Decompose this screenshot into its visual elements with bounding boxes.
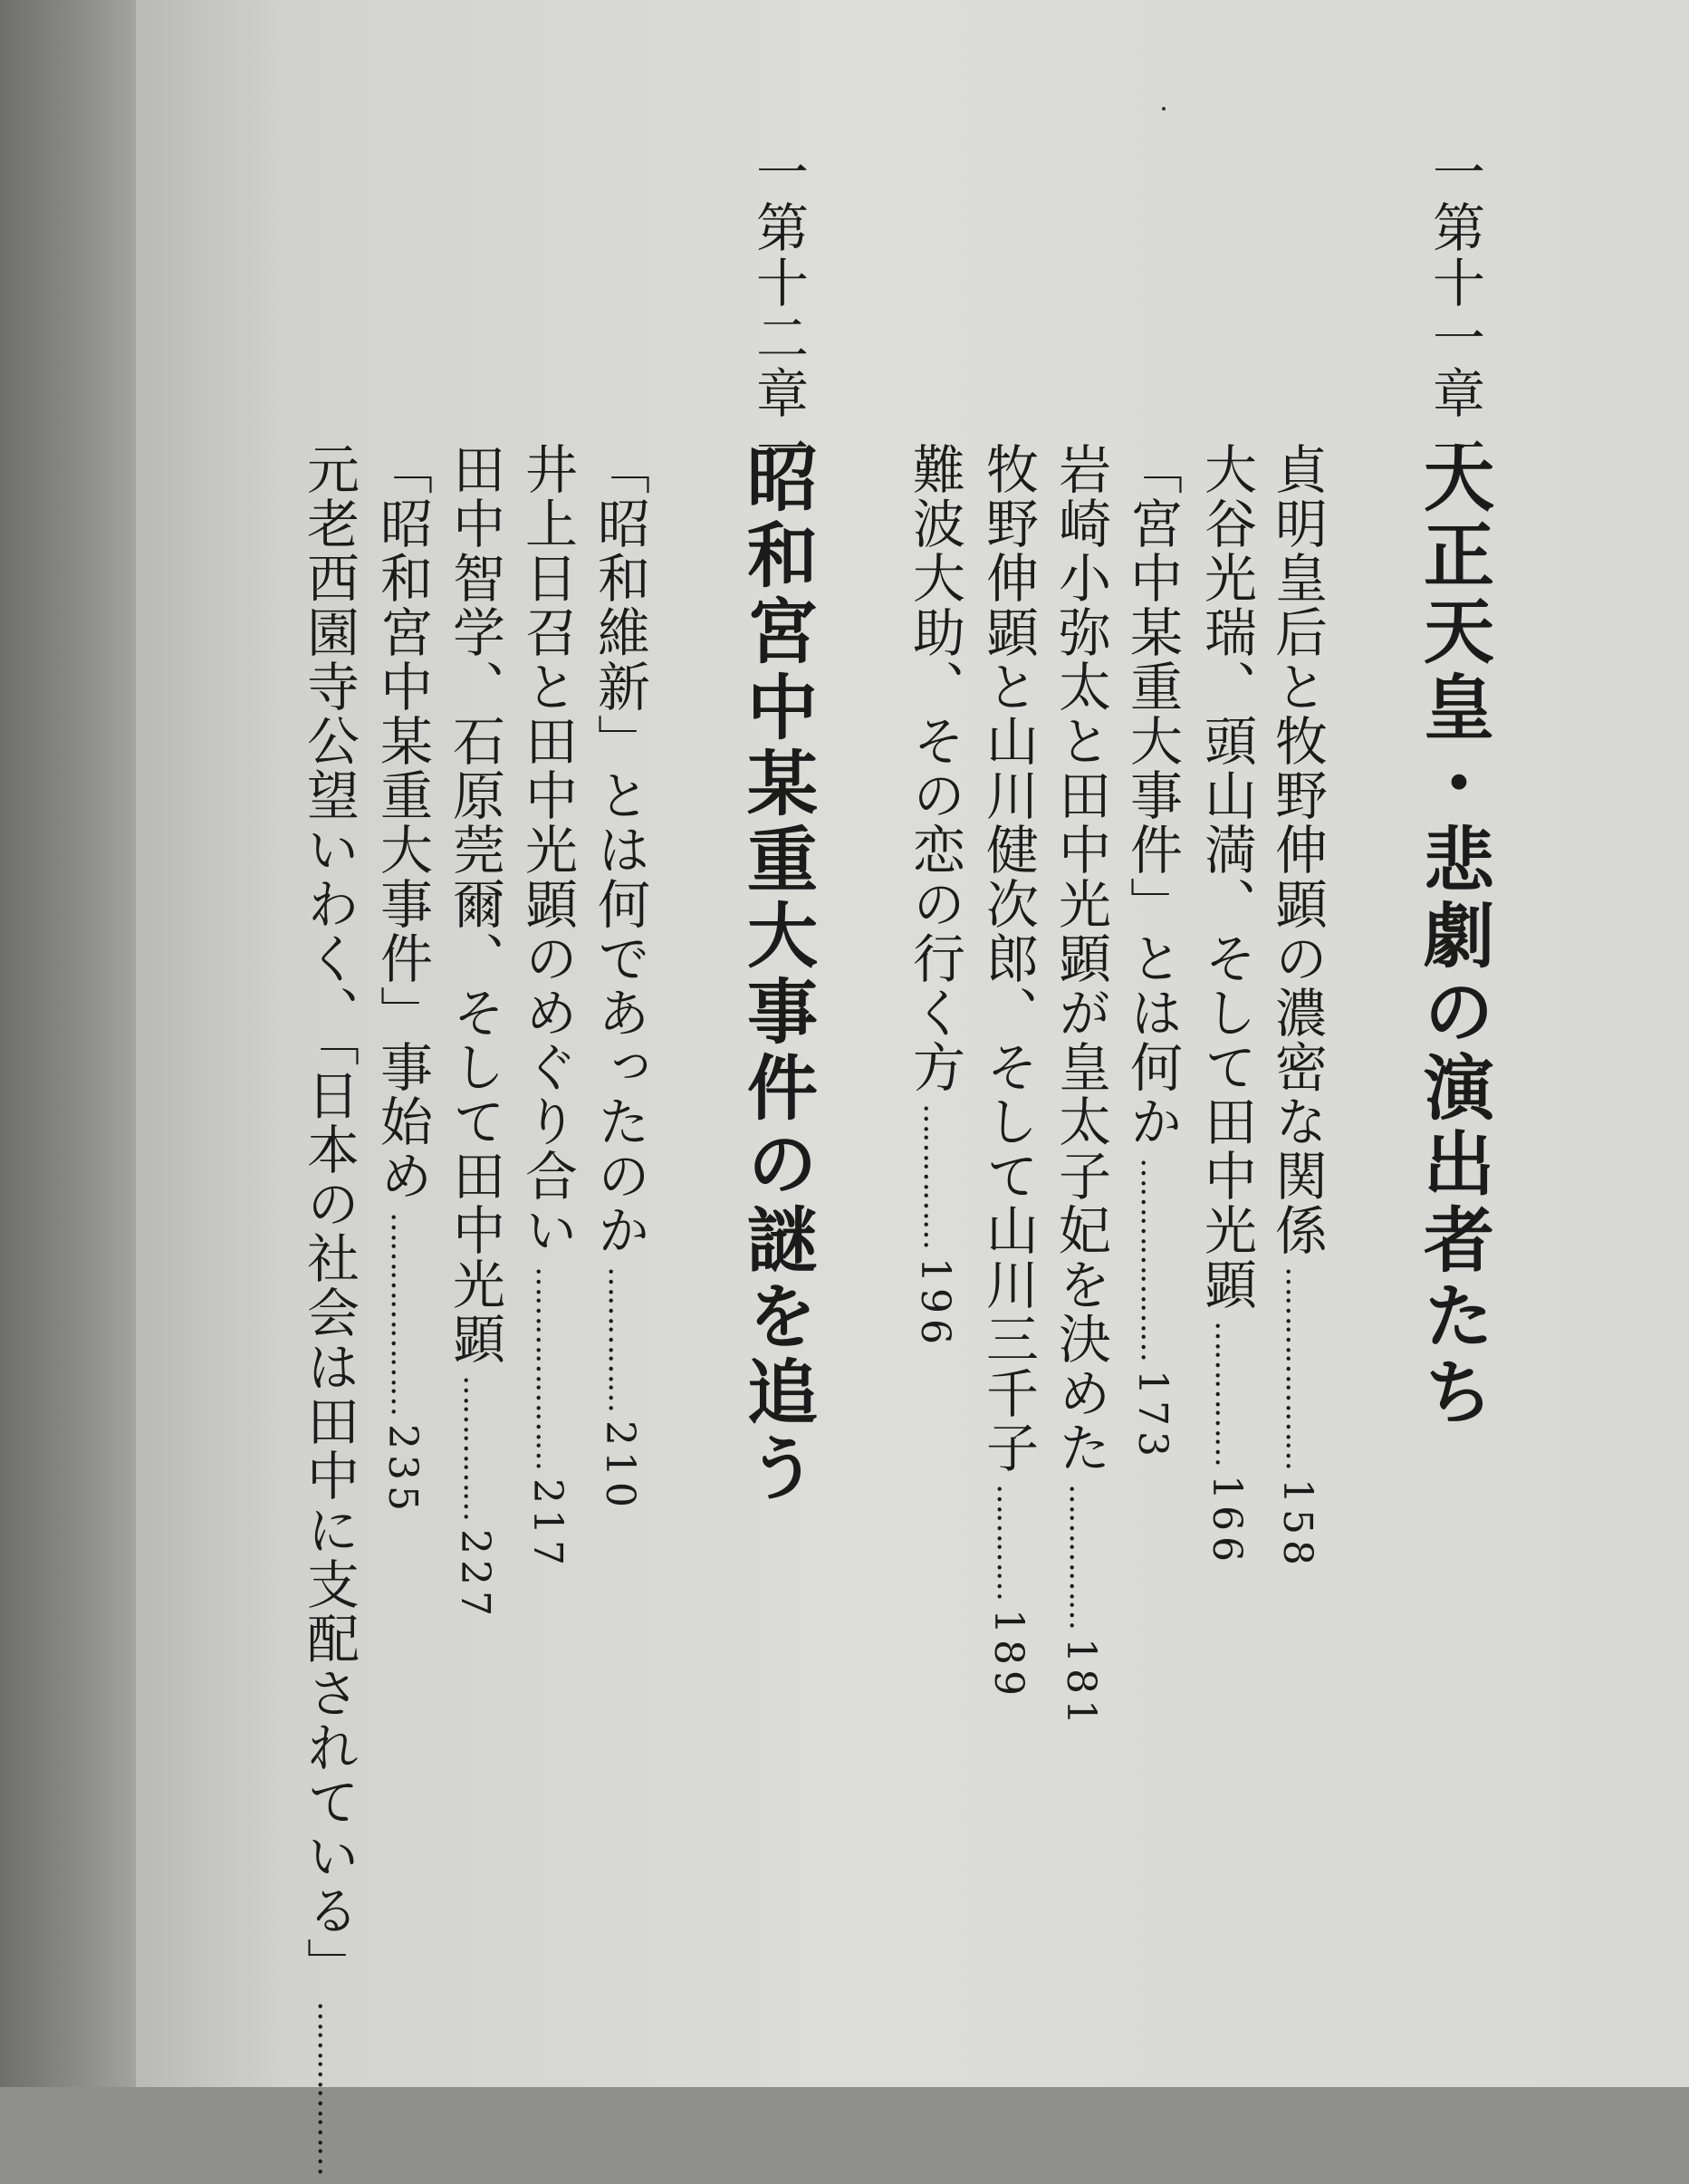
- toc-entry-page: 173: [1129, 1370, 1176, 1462]
- chapter-12-title: 昭和宮中某重大事件の謎を追う: [735, 442, 818, 1507]
- toc-entry[interactable]: [1121, 442, 1183, 1462]
- toc-entry[interactable]: [1050, 442, 1111, 1730]
- toc-entry[interactable]: [516, 442, 578, 1571]
- toc-entry-page: 235: [379, 1424, 426, 1516]
- toc-entry-page: 227: [452, 1529, 498, 1621]
- toc-entry[interactable]: [904, 442, 965, 1350]
- toc-entry-title: 田中智学、石原莞爾、そして田中光顕: [444, 442, 505, 1366]
- leader-dots: …………………: [384, 1212, 420, 1415]
- toc-entry-title: 牧野伸顕と山川健次郎、そして山川三千子: [977, 442, 1039, 1475]
- toc-entry-page: 158: [1274, 1478, 1320, 1571]
- leader-dots: …………………: [529, 1266, 565, 1469]
- toc-entry-page: 210: [597, 1420, 643, 1513]
- toc-entry[interactable]: [444, 442, 505, 1621]
- chapter-11-title: 大正天皇・悲劇の演出者たち: [1412, 442, 1494, 1431]
- chapter-11-label: 一第十一章一: [1424, 145, 1485, 476]
- page-speck: [1162, 107, 1166, 111]
- leader-dots: ……………: [456, 1375, 493, 1520]
- leader-dots: ………………: [311, 2001, 347, 2175]
- toc-entry-title: 大谷光瑞、頭山満、そして田中光顕: [1195, 442, 1257, 1312]
- toc-entry[interactable]: [298, 442, 360, 2184]
- toc-entry[interactable]: [1195, 442, 1257, 1567]
- toc-entry-title: 「昭和維新」とは何であったのか: [589, 442, 650, 1257]
- toc-entry-title: 井上日召と田中光顕のめぐり合い: [516, 442, 578, 1257]
- toc-entry-page: 217: [524, 1478, 571, 1571]
- toc-entry[interactable]: [1266, 442, 1328, 1571]
- toc-entry-title: 「宮中某重大事件」とは何か: [1121, 442, 1183, 1149]
- toc-entry[interactable]: [977, 442, 1039, 1701]
- toc-entry-title: 「昭和宮中某重大事件」事始め: [371, 442, 433, 1203]
- toc-entry-title: 貞明皇后と牧野伸顕の濃密な関係: [1266, 442, 1328, 1257]
- toc-entry[interactable]: [589, 442, 650, 1513]
- toc-entry-title: 元老西園寺公望いわく、「日本の社会は田中に支配されている」: [298, 442, 360, 1992]
- leader-dots: …………: [990, 1484, 1026, 1600]
- toc-entry-title: 岩崎小弥太と田中光顕が皇太子妃を決めた: [1050, 442, 1111, 1475]
- leader-dots: ……………: [1208, 1321, 1244, 1466]
- book-spine-shadow: [0, 0, 136, 2087]
- toc-entry[interactable]: [371, 442, 433, 1516]
- chapter-12-label: 一第十二章一: [747, 145, 809, 476]
- toc-entry-page: 189: [985, 1609, 1032, 1701]
- leader-dots: ……………: [916, 1103, 953, 1248]
- leader-dots: …………………: [1279, 1266, 1315, 1469]
- leader-dots: ……………: [1062, 1484, 1099, 1629]
- toc-entry-page: 181: [1058, 1638, 1104, 1730]
- leader-dots: ……………: [601, 1266, 638, 1411]
- toc-entry-page: 196: [912, 1257, 958, 1350]
- toc-entry-title: 難波大助、その恋の行く方: [904, 442, 965, 1094]
- toc-entry-page: 166: [1204, 1475, 1250, 1567]
- leader-dots: …………………: [1134, 1158, 1170, 1361]
